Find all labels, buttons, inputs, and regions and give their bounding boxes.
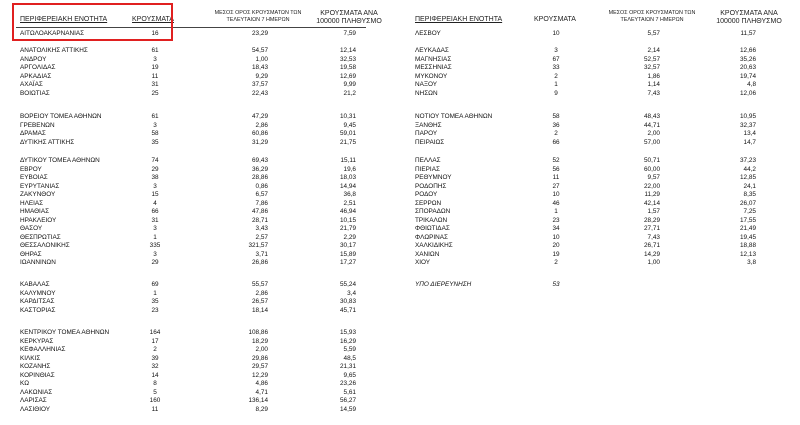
avg7-value: 28,29	[644, 216, 660, 224]
table-row	[0, 138, 800, 147]
region-name: ΒΟΙΩΤΙΑΣ	[20, 89, 50, 97]
cases-value: 8	[153, 380, 157, 387]
per100k-value: 12,85	[740, 174, 756, 181]
avg7-value: 3,71	[255, 250, 268, 258]
region-name: ΖΑΚΥΝΘΟΥ	[20, 191, 56, 198]
region-name: ΝΑΞΟΥ	[415, 81, 438, 88]
region-name: ΕΥΡΥΤΑΝΙΑΣ	[20, 182, 60, 190]
region-name: ΡΟΔΟΠΗΣ	[415, 182, 447, 190]
avg7-value: 321,57	[248, 242, 268, 249]
avg7-value: 3,43	[255, 225, 268, 232]
avg7-value: 7,43	[647, 233, 660, 241]
region-name: ΜΕΣΣΗΝΙΑΣ	[415, 64, 452, 71]
region-name: ΘΗΡΑΣ	[20, 250, 42, 258]
per100k-value: 9,45	[343, 121, 356, 129]
per100k-value: 32,37	[740, 121, 756, 129]
table-row	[0, 405, 800, 414]
per100k-value: 11,57	[740, 30, 756, 37]
region-name: ΜΑΓΝΗΣΙΑΣ	[415, 55, 452, 63]
avg7-value: 47,29	[252, 113, 268, 120]
region-name: ΛΕΣΒΟΥ	[415, 30, 441, 37]
cases-value: 74	[151, 157, 159, 164]
region-name: ΚΕΡΚΥΡΑΣ	[20, 337, 54, 345]
avg7-value: 8,29	[255, 405, 268, 413]
per100k-value: 30,17	[340, 242, 356, 249]
cases-value: 39	[151, 354, 159, 362]
region-name: ΠΕΛΛΑΣ	[415, 157, 441, 164]
avg7-value: 18,43	[252, 64, 268, 71]
cases-value: 46	[552, 199, 560, 207]
cases-value: 1	[554, 208, 558, 215]
region-name: ΕΒΡΟΥ	[20, 165, 42, 173]
cases-value: 10	[552, 233, 560, 241]
region-name: ΗΜΑΘΙΑΣ	[20, 208, 50, 215]
cases-value: 66	[552, 138, 560, 146]
region-name: ΚΕΝΤΡΙΚΟΥ ΤΟΜΕΑ ΑΘΗΝΩΝ	[20, 329, 110, 336]
region-name: ΝΟΤΙΟΥ ΤΟΜΕΑ ΑΘΗΝΩΝ	[415, 113, 493, 120]
avg7-value: 2,14	[647, 47, 660, 54]
region-name: ΠΕΙΡΑΙΩΣ	[415, 138, 445, 146]
per100k-value: 21,49	[740, 225, 756, 232]
per100k-value: 12,66	[740, 47, 756, 54]
avg7-value: 28,86	[252, 174, 268, 181]
avg7-value: 18,29	[252, 337, 268, 345]
per100k-value: 46,94	[340, 208, 356, 215]
per100k-value: 7,25	[743, 208, 756, 215]
cases-value: 56	[552, 165, 560, 173]
avg7-value: 1,14	[647, 81, 660, 88]
region-name: ΚΑΛΥΜΝΟΥ	[20, 289, 56, 297]
cases-value: 29	[151, 165, 159, 173]
cases-value: 15	[151, 191, 159, 198]
avg7-value: 2,00	[255, 346, 268, 353]
per100k-value: 5,61	[343, 388, 356, 396]
region-name: ΣΠΟΡΑΔΩΝ	[415, 208, 451, 215]
region-name: ΦΛΩΡΙΝΑΣ	[415, 233, 449, 241]
per100k-value: 35,26	[740, 55, 756, 63]
per100k-value: 14,94	[340, 182, 356, 190]
per100k-value: 12,06	[740, 89, 756, 97]
region-name: ΡΕΘΥΜΝΟΥ	[415, 174, 452, 181]
region-name: ΚΟΖΑΝΗΣ	[20, 363, 51, 370]
per100k-value: 32,53	[340, 55, 356, 63]
region-name: ΘΕΣΣΑΛΟΝΙΚΗΣ	[20, 242, 70, 249]
cases-value: 23	[552, 216, 560, 224]
region-name: ΕΥΒΟΙΑΣ	[20, 174, 48, 181]
per100k-value: 13,4	[743, 130, 756, 137]
avg7-value: 0,86	[255, 182, 268, 190]
avg7-value: 2,86	[255, 289, 268, 297]
right-region-header: ΠΕΡΙΦΕΡΕΙΑΚΗ ΕΝΟΤΗΤΑ	[415, 16, 503, 23]
avg7-value: 28,71	[252, 216, 268, 224]
avg7-value: 4,71	[255, 388, 268, 396]
table-row	[0, 306, 800, 315]
per100k-value: 17,27	[340, 259, 356, 266]
per100k-value: 21,75	[340, 138, 356, 146]
cases-value: 1	[153, 233, 157, 241]
per100k-value: 37,23	[740, 157, 756, 164]
cases-value: 67	[552, 55, 560, 63]
cases-value: 4	[153, 199, 157, 207]
per100k-value: 12,14	[340, 47, 356, 54]
cases-value: 11	[151, 405, 159, 413]
per100k-value: 12,69	[340, 72, 356, 80]
cases-value: 19	[151, 64, 159, 71]
avg7-value: 60,86	[252, 130, 268, 137]
region-name: ΦΘΙΩΤΙΔΑΣ	[415, 225, 450, 232]
per100k-value: 19,45	[740, 233, 756, 241]
cases-value: 11	[552, 174, 560, 181]
avg7-value: 9,57	[647, 174, 660, 181]
cases-value: 3	[153, 121, 157, 129]
per100k-value: 59,01	[340, 130, 356, 137]
avg7-value: 31,29	[252, 138, 268, 146]
per100k-value: 18,03	[340, 174, 356, 181]
region-name: ΧΑΛΚΙΔΙΚΗΣ	[415, 242, 453, 249]
per100k-value: 55,24	[340, 281, 356, 288]
cases-value: 17	[151, 337, 159, 345]
avg7-value: 52,57	[644, 55, 660, 63]
per100k-value: 16,29	[340, 337, 356, 345]
cases-value: 9	[554, 89, 558, 97]
per100k-value: 56,27	[340, 397, 356, 404]
avg7-value: 9,29	[255, 72, 268, 80]
region-name: ΗΛΕΙΑΣ	[20, 199, 44, 207]
cases-value: 61	[151, 47, 159, 54]
avg7-value: 2,57	[255, 233, 268, 241]
per100k-value: 48,5	[343, 354, 356, 362]
region-name: ΣΕΡΡΩΝ	[415, 199, 442, 207]
region-name: ΞΑΝΘΗΣ	[415, 121, 442, 129]
avg7-value: 54,57	[252, 47, 268, 54]
table-row	[0, 29, 800, 38]
avg7-value: 29,57	[252, 363, 268, 370]
cases-value: 61	[151, 113, 159, 120]
per100k-value: 21,2	[343, 89, 356, 97]
cases-value: 2	[153, 346, 157, 353]
cases-value: 38	[151, 174, 159, 181]
avg7-value: 6,57	[255, 191, 268, 198]
region-name: ΘΕΣΠΡΩΤΙΑΣ	[20, 233, 61, 241]
avg7-value: 44,71	[644, 121, 660, 129]
per100k-value: 3,4	[347, 289, 356, 297]
avg7-value: 2,00	[647, 130, 660, 137]
region-name: ΚΩ	[20, 380, 30, 387]
per100k-value: 44,2	[743, 165, 756, 173]
avg7-value: 27,71	[644, 225, 660, 232]
per100k-value: 30,83	[340, 298, 356, 305]
per100k-value: 19,74	[740, 72, 756, 80]
region-name: ΑΝΔΡΟΥ	[20, 55, 47, 63]
cases-value: 23	[151, 306, 159, 314]
region-name: ΑΡΓΟΛΙΔΑΣ	[20, 64, 56, 71]
avg7-value: 1,00	[647, 259, 660, 266]
region-name: ΔΡΑΜΑΣ	[20, 130, 46, 137]
per100k-value: 8,35	[743, 191, 756, 198]
per100k-value: 21,31	[340, 363, 356, 370]
cases-value: 3	[153, 55, 157, 63]
avg7-value: 2,86	[255, 121, 268, 129]
per100k-value: 17,55	[740, 216, 756, 224]
avg7-value: 69,43	[252, 157, 268, 164]
cases-value: 69	[151, 281, 159, 288]
table-row	[0, 89, 800, 98]
cases-value: 29	[151, 259, 159, 266]
avg7-value: 57,00	[644, 138, 660, 146]
right-avg-header: ΜΕΣΟΣ ΟΡΟΣ ΚΡΟΥΣΜΑΤΩΝ ΤΩΝ ΤΕΛΕΥΤΑΙΩΝ 7 ΗΜΕΡΩΝ	[608, 10, 696, 23]
region-name: ΧΙΟΥ	[415, 259, 431, 266]
region-name: ΗΡΑΚΛΕΙΟΥ	[20, 216, 57, 224]
region-name: ΚΑΒΑΛΑΣ	[20, 281, 50, 288]
per100k-value: 36,8	[343, 191, 356, 198]
region-name: ΑΝΑΤΟΛΙΚΗΣ ΑΤΤΙΚΗΣ	[20, 47, 88, 54]
region-name: ΛΕΥΚΑΔΑΣ	[415, 47, 449, 54]
cases-value: 31	[151, 216, 159, 224]
cases-value: 3	[153, 225, 157, 232]
cases-value: 31	[151, 81, 159, 88]
per100k-value: 12,13	[740, 250, 756, 258]
region-name: ΑΙΤΩΛΟΑΚΑΡΝΑΝΙΑΣ	[20, 30, 85, 37]
per100k-value: 18,88	[740, 242, 756, 249]
per100k-value: 10,31	[340, 113, 356, 120]
cases-value: 160	[149, 397, 161, 404]
per100k-value: 9,99	[343, 81, 356, 88]
avg7-value: 22,43	[252, 89, 268, 97]
avg7-value: 50,71	[644, 157, 660, 164]
table-row	[0, 280, 800, 289]
cases-value: 164	[149, 329, 161, 336]
per100k-value: 24,1	[743, 182, 756, 190]
region-name: ΛΑΡΙΣΑΣ	[20, 397, 47, 404]
cases-value: 20	[552, 242, 560, 249]
cases-value: 66	[151, 208, 159, 215]
avg7-value: 60,00	[644, 165, 660, 173]
avg7-value: 108,86	[248, 329, 268, 336]
cases-value: 11	[151, 72, 159, 80]
cases-value: 19	[552, 250, 560, 258]
cases-value: 27	[552, 182, 560, 190]
region-name: ΚΑΡΔΙΤΣΑΣ	[20, 298, 55, 305]
avg7-value: 32,57	[644, 64, 660, 71]
cases-value: 58	[151, 130, 159, 137]
cases-value: 16	[151, 30, 159, 37]
per100k-value: 23,26	[340, 380, 356, 387]
region-name: ΤΡΙΚΑΛΩΝ	[415, 216, 448, 224]
avg7-value: 5,57	[647, 30, 660, 37]
region-name: ΔΥΤΙΚΟΥ ΤΟΜΕΑ ΑΘΗΝΩΝ	[20, 157, 100, 164]
region-name: ΑΧΑΪΑΣ	[20, 81, 43, 88]
cases-value: 3	[554, 47, 558, 54]
cases-value: 14	[151, 371, 159, 379]
avg7-value: 1,86	[647, 72, 660, 80]
per100k-value: 4,8	[747, 81, 756, 88]
right-cases-header: ΚΡΟΥΣΜΑΤΑ	[534, 16, 576, 23]
avg7-value: 11,29	[644, 191, 660, 198]
avg7-value: 1,00	[255, 55, 268, 63]
avg7-value: 136,14	[248, 397, 268, 404]
cases-value: 36	[552, 121, 560, 129]
region-name: ΔΥΤΙΚΗΣ ΑΤΤΙΚΗΣ	[20, 138, 75, 146]
cases-value: 25	[151, 89, 159, 97]
per100k-value: 3,8	[747, 259, 756, 266]
left-region-header: ΠΕΡΙΦΕΡΕΙΑΚΗ ΕΝΟΤΗΤΑ	[20, 16, 108, 23]
avg7-value: 26,86	[252, 259, 268, 266]
region-name: ΑΡΚΑΔΙΑΣ	[20, 72, 52, 80]
per100k-value: 10,15	[340, 216, 356, 224]
table-row	[0, 258, 800, 267]
region-name: ΚΕΦΑΛΛΗΝΙΑΣ	[20, 346, 66, 353]
avg7-value: 26,57	[252, 298, 268, 305]
avg7-value: 36,29	[252, 165, 268, 173]
cases-value: 1	[153, 289, 157, 297]
region-name: ΙΩΑΝΝΙΝΩΝ	[20, 259, 56, 266]
avg7-value: 47,86	[252, 208, 268, 215]
region-name: ΠΙΕΡΙΑΣ	[415, 165, 440, 173]
cases-value: 1	[554, 81, 558, 88]
cases-value: 10	[552, 30, 560, 37]
cases-value: 32	[151, 363, 159, 370]
avg7-value: 26,71	[644, 242, 660, 249]
cases-value: 5	[153, 388, 157, 396]
avg7-value: 1,57	[647, 208, 660, 215]
avg7-value: 14,29	[644, 250, 660, 258]
per100k-value: 19,6	[343, 165, 356, 173]
region-name: ΘΑΣΟΥ	[20, 225, 43, 232]
cases-value: 34	[552, 225, 560, 232]
left-avg-header: ΜΕΣΟΣ ΟΡΟΣ ΚΡΟΥΣΜΑΤΩΝ ΤΩΝ ΤΕΛΕΥΤΑΙΩΝ 7 ΗΜΕΡΩΝ	[214, 10, 302, 23]
cases-value: 3	[153, 182, 157, 190]
avg7-value: 37,57	[252, 81, 268, 88]
avg7-value: 48,43	[644, 113, 660, 120]
avg7-value: 4,86	[255, 380, 268, 387]
region-name: ΜΥΚΟΝΟΥ	[415, 72, 448, 80]
per100k-value: 19,58	[340, 64, 356, 71]
per100k-value: 15,11	[340, 157, 356, 164]
region-name: ΡΟΔΟΥ	[415, 191, 438, 198]
avg7-value: 29,86	[252, 354, 268, 362]
per100k-value: 2,29	[343, 233, 356, 241]
per100k-value: 45,71	[340, 306, 356, 314]
per100k-value: 7,59	[343, 30, 356, 37]
cases-value: 58	[552, 113, 560, 120]
per100k-value: 10,95	[740, 113, 756, 120]
cases-value: 53	[552, 281, 560, 288]
region-name: ΝΗΣΩΝ	[415, 89, 438, 97]
avg7-value: 23,29	[252, 30, 268, 37]
region-name: ΛΑΣΙΘΙΟΥ	[20, 405, 51, 413]
cases-value: 10	[552, 191, 560, 198]
cases-value: 35	[151, 138, 159, 146]
cases-value: 2	[554, 72, 558, 80]
region-name: ΥΠΟ ΔΙΕΡΕΥΝΗΣΗ	[415, 281, 472, 288]
region-name: ΚΟΡΙΝΘΙΑΣ	[20, 371, 55, 379]
left-per100k-header: ΚΡΟΥΣΜΑΤΑ ΑΝΑ 100000 ΠΛΗΘΥΣΜΟ	[316, 10, 382, 25]
per100k-value: 15,93	[340, 329, 356, 336]
avg7-value: 18,14	[252, 306, 268, 314]
avg7-value: 12,29	[252, 371, 268, 379]
per100k-value: 20,63	[740, 64, 756, 71]
avg7-value: 22,00	[644, 182, 660, 190]
region-name: ΚΙΛΚΙΣ	[20, 354, 41, 362]
per100k-value: 5,59	[343, 346, 356, 353]
region-name: ΓΡΕΒΕΝΩΝ	[20, 121, 55, 129]
region-name: ΚΑΣΤΟΡΙΑΣ	[20, 306, 56, 314]
per100k-value: 21,79	[340, 225, 356, 232]
cases-value: 35	[151, 298, 159, 305]
per100k-value: 26,07	[740, 199, 756, 207]
cases-value: 3	[153, 250, 157, 258]
right-per100k-header: ΚΡΟΥΣΜΑΤΑ ΑΝΑ 100000 ΠΛΗΘΥΣΜΟ	[716, 10, 782, 25]
per100k-value: 14,7	[743, 138, 756, 146]
region-name: ΠΑΡΟΥ	[415, 130, 438, 137]
region-name: ΛΑΚΩΝΙΑΣ	[20, 388, 53, 396]
cases-value: 52	[552, 157, 560, 164]
region-name: ΒΟΡΕΙΟΥ ΤΟΜΕΑ ΑΘΗΝΩΝ	[20, 113, 102, 120]
per100k-value: 9,65	[343, 371, 356, 379]
avg7-value: 55,57	[252, 281, 268, 288]
per100k-value: 2,51	[343, 199, 356, 207]
cases-value: 33	[552, 64, 560, 71]
cases-value: 2	[554, 130, 558, 137]
per100k-value: 14,59	[340, 405, 356, 413]
left-cases-header: ΚΡΟΥΣΜΑΤΑ	[132, 16, 174, 23]
cases-value: 335	[149, 242, 161, 249]
avg7-value: 42,14	[644, 199, 660, 207]
avg7-value: 7,43	[647, 89, 660, 97]
avg7-value: 7,86	[255, 199, 268, 207]
per100k-value: 15,89	[340, 250, 356, 258]
region-name: ΧΑΝΙΩΝ	[415, 250, 440, 258]
cases-value: 2	[554, 259, 558, 266]
